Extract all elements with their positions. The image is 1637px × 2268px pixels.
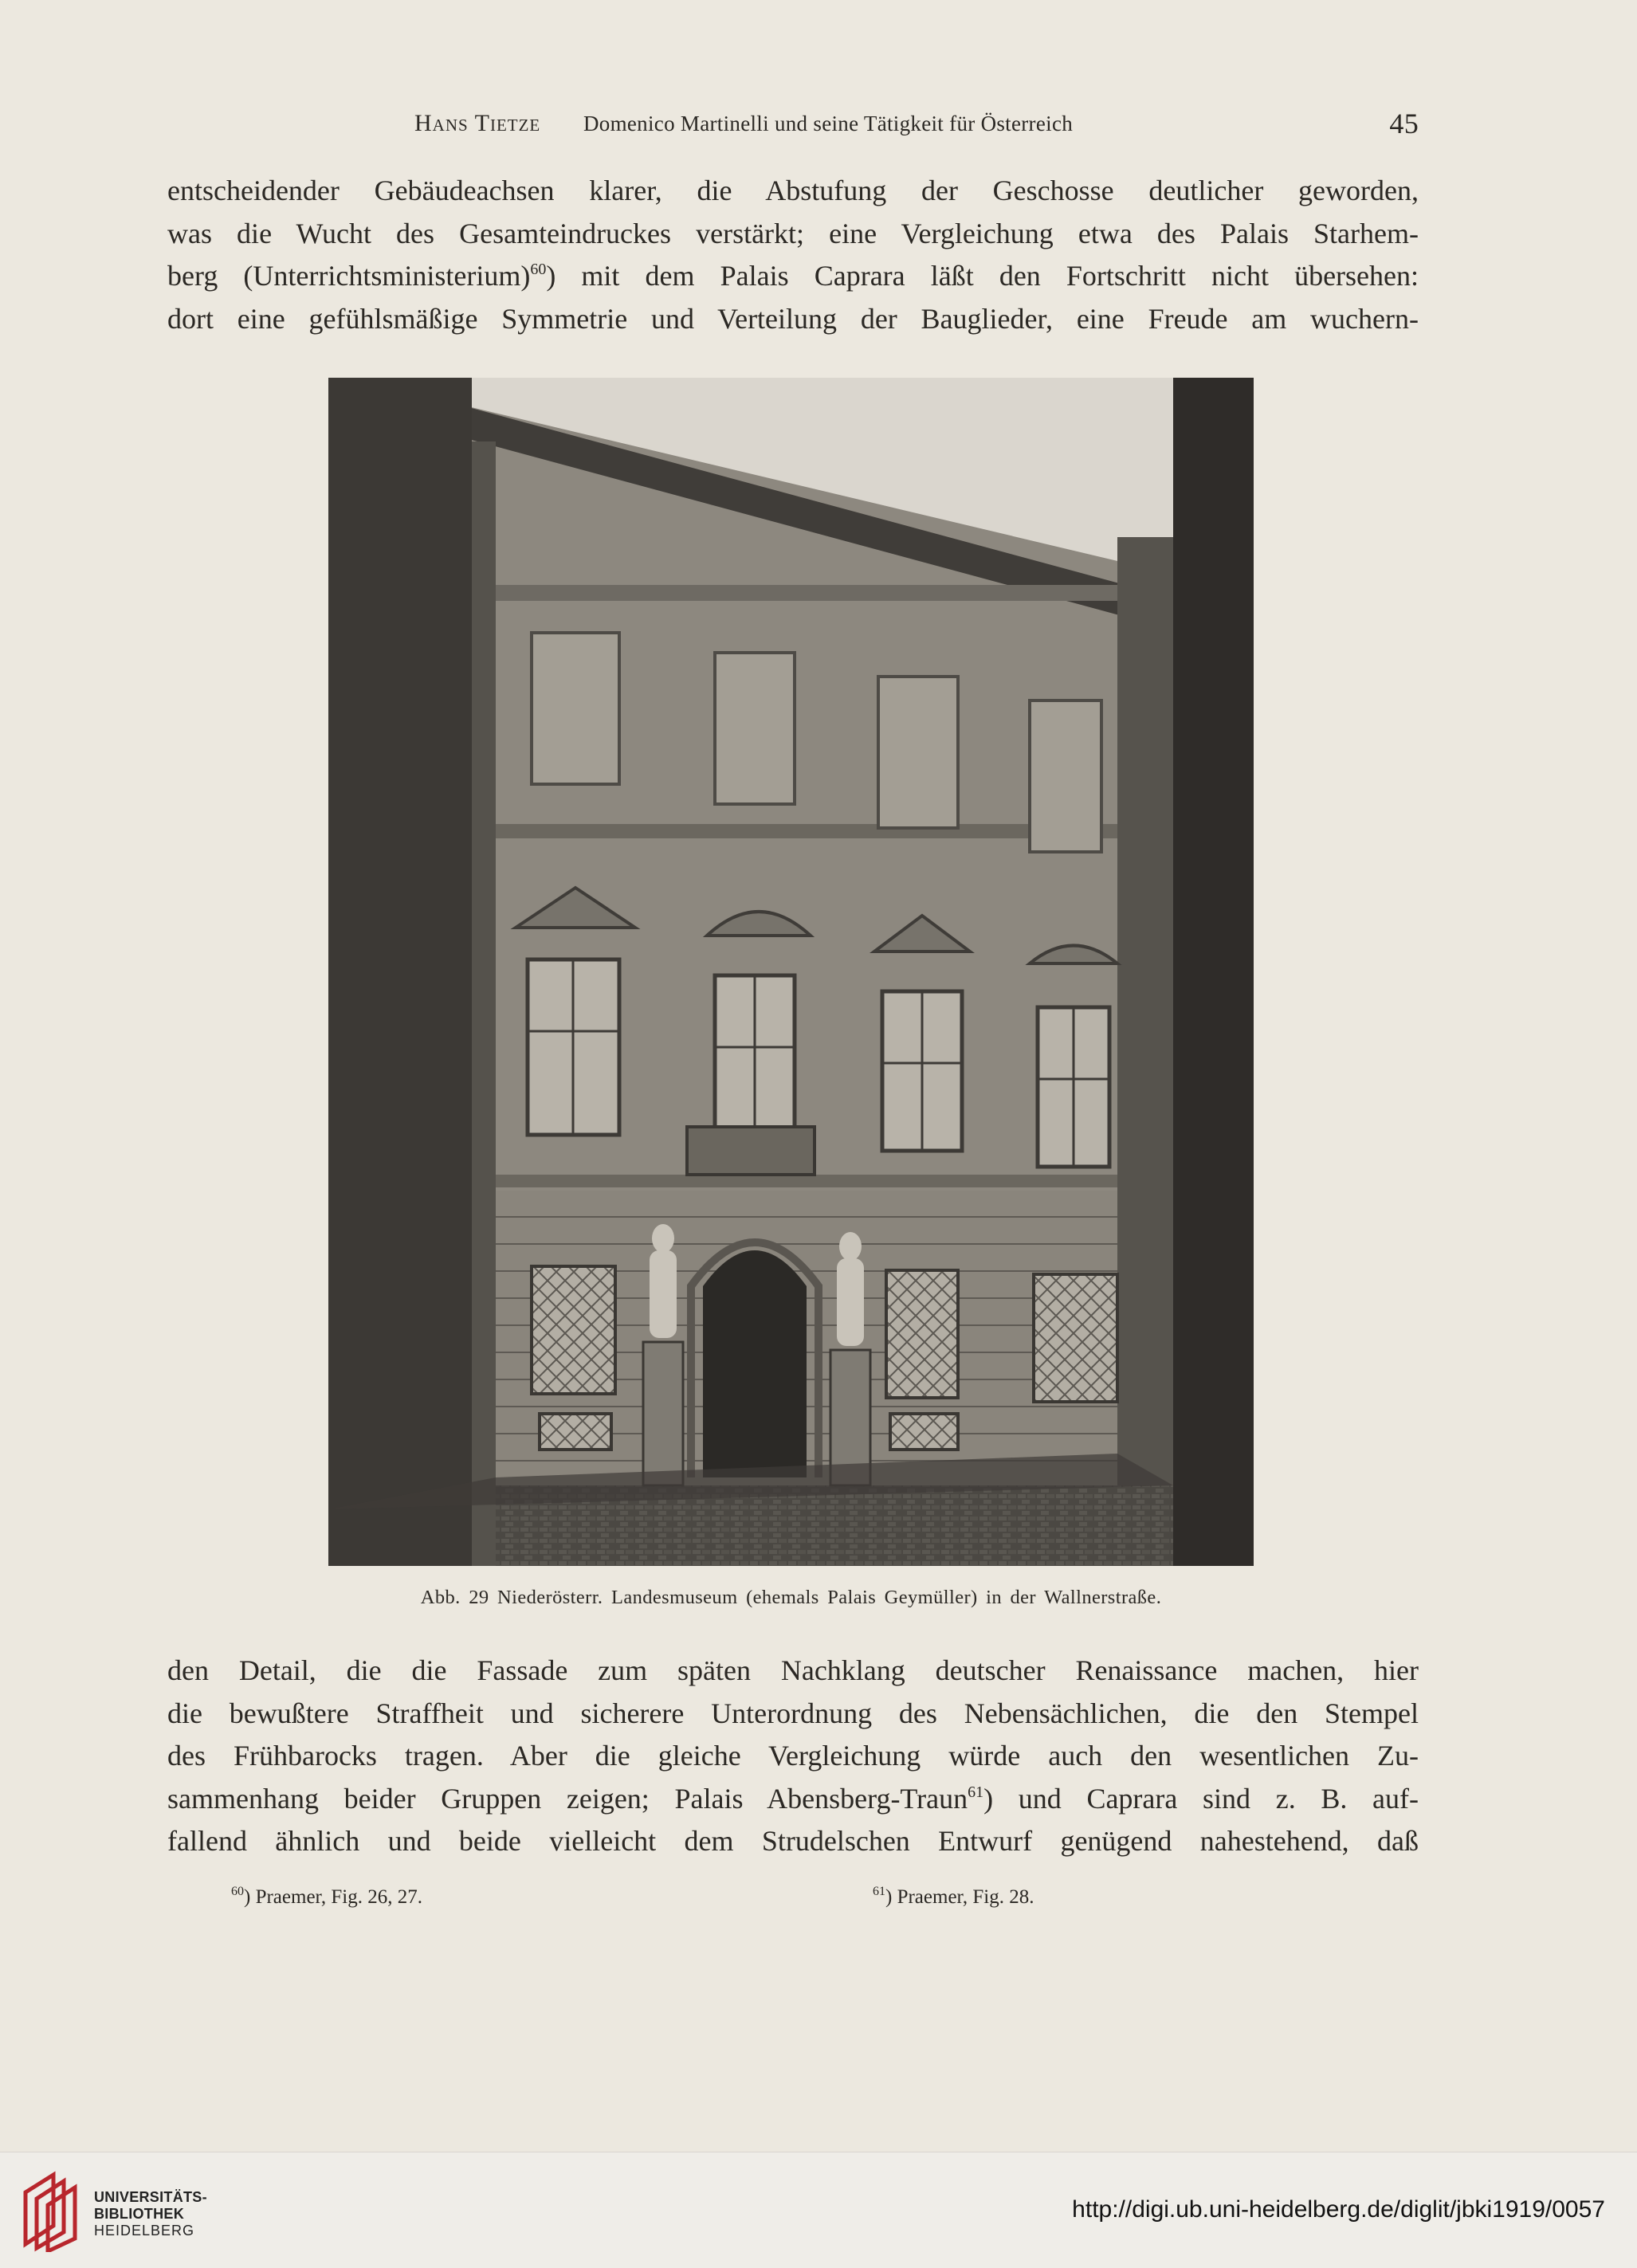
library-name-line: UNIVERSITÄTS- xyxy=(94,2189,207,2205)
header-title: Domenico Martinelli und seine Tätigkeit für Österreich xyxy=(583,112,1074,135)
text-line xyxy=(167,255,1419,298)
header-author: Hans Tietze xyxy=(414,110,541,136)
text-fragment: berg (Unterrichtsministerium) xyxy=(167,260,531,292)
paragraph-bottom xyxy=(167,1650,1419,1863)
footnote-ref-61: 61 xyxy=(968,1783,984,1801)
footnote-61 xyxy=(873,1886,1034,1909)
library-name-line: HEIDELBERG xyxy=(94,2223,195,2239)
footnote-mark: 60 xyxy=(231,1885,244,1898)
library-name xyxy=(94,2189,207,2239)
figure-photograph xyxy=(328,378,1254,1566)
text-line: entscheidender Gebäudeachsen klarer, die Abstufung der Geschosse deutlicher geworden, xyxy=(167,175,1419,206)
viewer-footer-bar xyxy=(0,2152,1637,2268)
text-fragment: ) und Caprara sind z. B. auf- xyxy=(983,1782,1419,1815)
text-line xyxy=(167,1778,1419,1821)
text-line: dort eine gefühlsmäßige Symmetrie und Verteilung der Bauglieder, eine Freude am wuchern- xyxy=(167,302,1419,335)
running-header xyxy=(414,110,1419,145)
footnote-text: ) Praemer, Fig. 26, 27. xyxy=(244,1886,422,1908)
text-line: was die Wucht des Gesamteindruckes verstärkt; eine Vergleichung etwa des Palais Starhem- xyxy=(167,217,1419,249)
footnote-60 xyxy=(231,1886,422,1909)
text-fragment: sammenhang beider Gruppen zeigen; Palais Abensberg-Traun xyxy=(167,1782,968,1815)
facade-photo-illustration xyxy=(328,378,1254,1566)
text-fragment: ) mit dem Palais Caprara läßt den Fortschritt nicht übersehen: xyxy=(546,260,1419,292)
footnote-text: ) Praemer, Fig. 28. xyxy=(885,1886,1034,1908)
paragraph-top xyxy=(167,170,1419,340)
footnote-mark: 61 xyxy=(873,1885,885,1898)
text-line: den Detail, die die Fassade zum späten Nachklang deutscher Renaissance machen, hier xyxy=(167,1654,1419,1686)
figure-caption: Abb. 29 Niederösterr. Landesmuseum (ehemals Palais Geymüller) in der Wallnerstraße. xyxy=(420,1587,1162,1608)
text-line: die bewußtere Straffheit und sicherere Unterordnung des Nebensächlichen, die den Stempel xyxy=(167,1697,1419,1729)
page-number: 45 xyxy=(1389,108,1419,139)
university-library-logo-icon[interactable] xyxy=(18,2168,81,2252)
permalink-url[interactable]: http://digi.ub.uni-heidelberg.de/diglit/jbki1919/0057 xyxy=(1072,2196,1605,2223)
footnote-ref-60: 60 xyxy=(530,261,547,278)
text-line: fallend ähnlich und beide vielleicht dem Strudelschen Entwurf genügend nahestehend, daß xyxy=(167,1825,1419,1857)
library-name-line: BIBLIOTHEK xyxy=(94,2206,184,2222)
text-line: des Frühbarocks tragen. Aber die gleiche Vergleichung würde auch den wesentlichen Zu- xyxy=(167,1740,1419,1772)
